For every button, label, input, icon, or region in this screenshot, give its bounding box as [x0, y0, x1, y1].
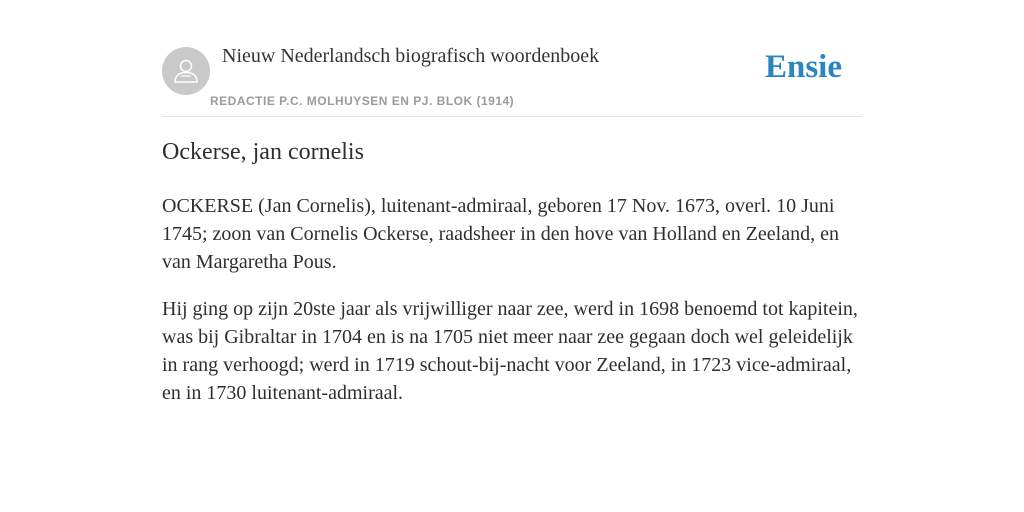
header	[162, 0, 862, 117]
article-paragraph: Hij ging op zijn 20ste jaar als vrijwilliger naar zee, werd in 1698 benoemd tot kapitein, was bij Gibraltar in 1704 en is na 1705 niet meer naar zee gegaan doch wel geleidelijk in rang verhoogd; werd in 1719 schout-bij-nacht voor Zeeland, in 1723 vice-admiraal, en in 1730 luitenant-admiraal.	[162, 298, 858, 404]
article-title: Ockerse, jan cornelis	[162, 139, 364, 165]
avatar[interactable]	[162, 47, 210, 95]
book-title[interactable]: Nieuw Nederlandsch biografisch woordenboek	[222, 45, 600, 67]
brand-logo[interactable]: Ensie	[764, 49, 842, 85]
book-subtitle: REDACTIE P.C. MOLHUYSEN EN PJ. BLOK (1914)	[210, 94, 515, 108]
article-paragraph: OCKERSE (Jan Cornelis), luitenant-admiraal, geboren 17 Nov. 1673, overl. 10 Juni 1745; zoon van Cornelis Ockerse, raadsheer in den hove van Holland en Zeeland, en van Margaretha Pous.	[162, 195, 839, 273]
user-icon	[171, 56, 201, 86]
page-container	[162, 0, 862, 404]
